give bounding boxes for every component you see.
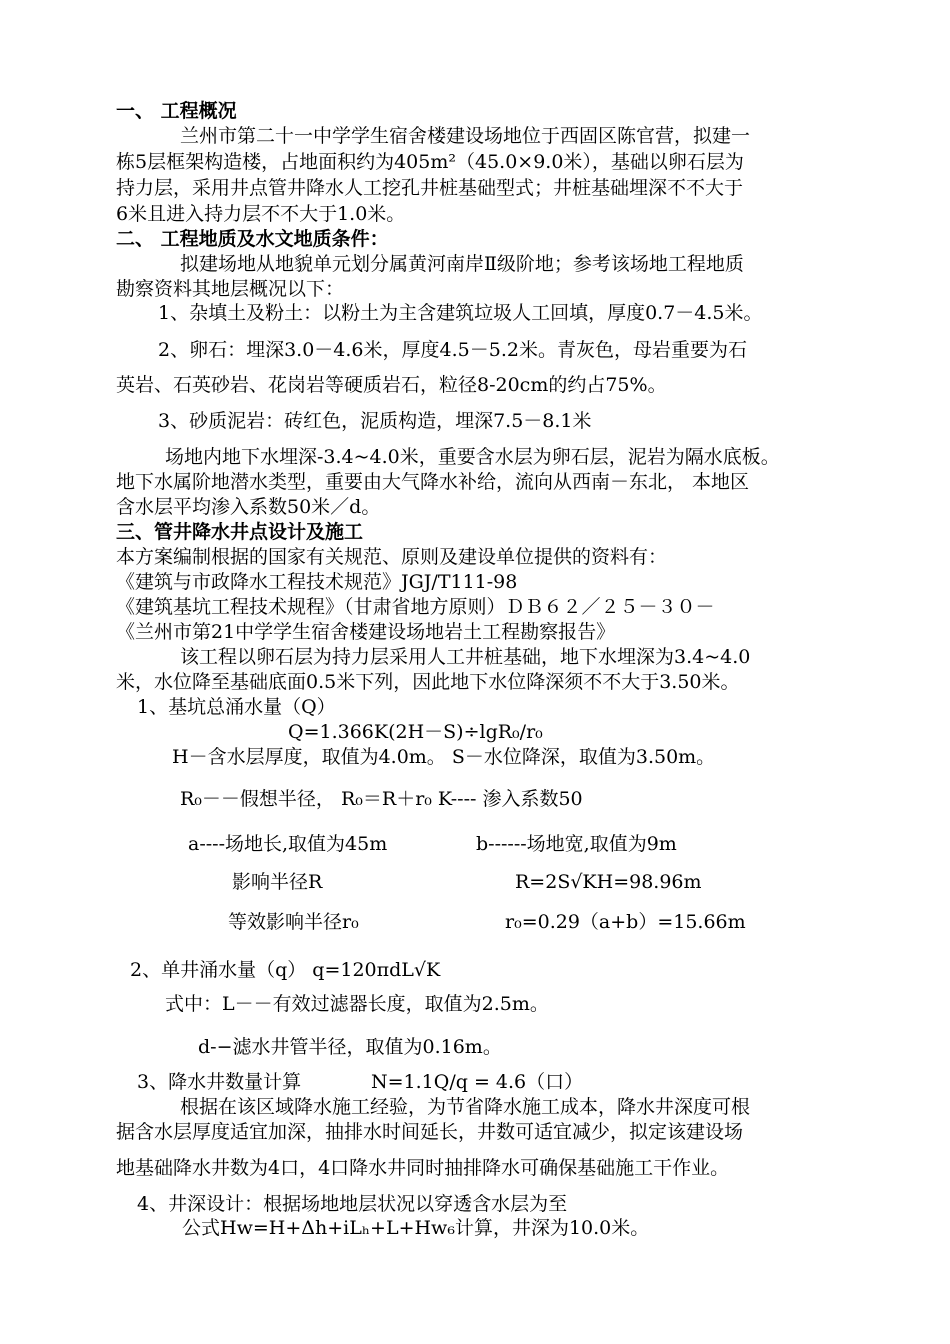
list-item-1: 1、杂填土及粉土：以粉土为主含建筑垃圾人工回填，厚度0.7－4.5米。: [158, 302, 763, 324]
reference-item: 《兰州市第21中学学生宿舍楼建设场地岩土工程勘察报告》: [116, 621, 616, 643]
paragraph-line: 地基础降水井数为4口，4口降水井同时抽排降水可确保基础施工干作业。: [116, 1157, 730, 1179]
formula-line: r₀=0.29（a+b）=15.66m: [505, 911, 746, 933]
paragraph-line: 栋5层框架构造楼，占地面积约为405m²（45.0×9.0米），基础以卵石层为: [116, 151, 744, 173]
section-1-heading: 一、 工程概况: [116, 100, 237, 122]
formula-line: 影响半径R: [232, 871, 323, 893]
paragraph-line: 场地内地下水埋深-3.4~4.0米，重要含水层为卵石层，泥岩为隔水底板。: [165, 446, 780, 468]
formula-line: b------场地宽,取值为9m: [476, 833, 677, 855]
list-item-3: 3、砂质泥岩：砖红色，泥质构造，埋深7.5－8.1米: [158, 410, 592, 432]
section-2-heading: 二、 工程地质及水文地质条件：: [116, 228, 389, 250]
reference-item: 《建筑基坑工程技术规程》（甘肃省地方原则）ＤＢ６２／２５－３０－: [116, 596, 715, 618]
formula-line: d-−滤水井管半径，取值为0.16m。: [198, 1036, 502, 1058]
paragraph-line: 米，水位降至基础底面0.5米下列，因此地下水位降深须不不大于3.50米。: [116, 671, 740, 693]
list-item-2: 2、卵石：埋深3.0－4.6米，厚度4.5－5.2米。青灰色，母岩重要为石: [158, 339, 747, 361]
formula-line: R₀－－假想半径， R₀＝R＋r₀ K---- 渗入系数50: [180, 788, 583, 810]
paragraph-line: 据含水层厚度适宜加深，抽排水时间延长，井数可适宜减少，拟定该建设场: [116, 1121, 744, 1143]
subsection-heading: 4、井深设计：根据场地地层状况以穿透含水层为至: [137, 1193, 568, 1215]
formula-line: N=1.1Q/q = 4.6（口）: [371, 1071, 584, 1093]
paragraph-line: 本方案编制根据的国家有关规范、原则及建设单位提供的资料有：: [116, 546, 668, 568]
paragraph-line: 兰州市第二十一中学学生宿舍楼建设场地位于西固区陈官营，拟建一: [180, 125, 751, 147]
formula-line: H－含水层厚度，取值为4.0m。 S－水位降深，取值为3.50m。: [172, 746, 716, 768]
section-3-heading: 三、管井降水井点设计及施工: [116, 521, 364, 543]
formula-line: 公式Hw=H+Δh+iLₕ+L+Hw₆计算，井深为10.0米。: [182, 1217, 650, 1239]
formula-line: a----场地长,取值为45m: [188, 833, 388, 855]
formula-line: 等效影响半径r₀: [228, 911, 359, 933]
subsection-heading: 3、降水井数量计算: [137, 1071, 302, 1093]
formula-line: 式中：L－－有效过滤器长度，取值为2.5m。: [165, 993, 549, 1015]
subsection-heading: 1、基坑总涌水量（Q）: [137, 696, 336, 718]
paragraph-line: 拟建场地从地貌单元划分属黄河南岸Ⅱ级阶地；参考该场地工程地质: [180, 253, 744, 275]
formula-line: R=2S√KH=98.96m: [515, 871, 702, 893]
paragraph-line: 6米且进入持力层不不大于1.0米。: [116, 203, 406, 225]
paragraph-line: 根据在该区域降水施工经验，为节省降水施工成本，降水井深度可根: [180, 1096, 751, 1118]
paragraph-line: 英岩、石英砂岩、花岗岩等硬质岩石，粒径8-20cm的约占75%。: [116, 374, 667, 396]
reference-item: 《建筑与市政降水工程技术规范》JGJ/T111-98: [116, 571, 518, 593]
paragraph-line: 地下水属阶地潜水类型，重要由大气降水补给，流向从西南－东北， 本地区: [116, 471, 750, 493]
paragraph-line: 该工程以卵石层为持力层采用人工井桩基础，地下水埋深为3.4~4.0: [180, 646, 751, 668]
paragraph-line: 含水层平均渗入系数50米／d。: [116, 496, 381, 518]
subsection-heading: 2、单井涌水量（q） q=120πdL√K: [130, 959, 441, 981]
paragraph-line: 持力层，采用井点管井降水人工挖孔井桩基础型式；井桩基础埋深不不大于: [116, 177, 744, 199]
formula-line: Q=1.366K(2H－S)÷lgR₀/r₀: [288, 721, 543, 743]
paragraph-line: 勘察资料其地层概况以下：: [116, 278, 345, 300]
